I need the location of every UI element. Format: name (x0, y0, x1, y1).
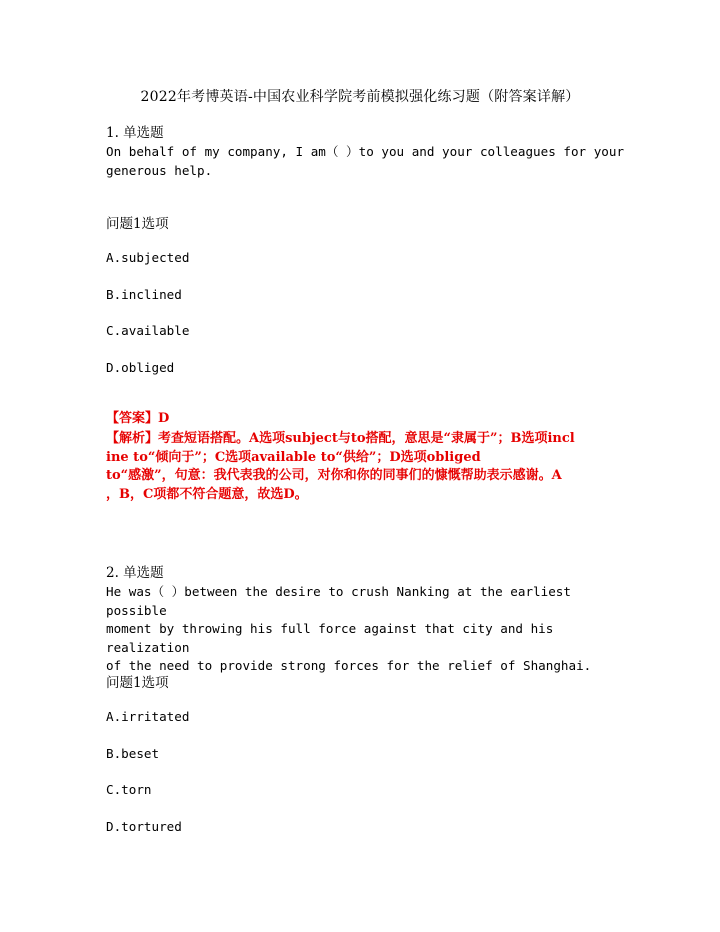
question-1-options-heading: 问题1选项 (106, 216, 169, 232)
question-1-option-c: C.available (106, 323, 190, 338)
question-2 (106, 561, 626, 676)
question-1 (106, 121, 626, 180)
question-1-option-b: B.inclined (106, 287, 182, 302)
question-2-option-a: A.irritated (106, 709, 190, 724)
question-1-option-a: A.subjected (106, 250, 190, 265)
question-1-analysis: 【解析】考查短语搭配。A选项subject与to搭配，意思是“隶属于”；B选项incl ine to“倾向于”；C选项available to“供给”；D选项obliged to“感激”，句意：我代表我的公司，对你和你的同事们的慷慨帮助表示感谢。A ，B，C项都不符合题意，故选D。 (106, 431, 575, 502)
document-title: 2022年考博英语-中国农业科学院考前模拟强化练习题（附答案详解） (140, 89, 580, 105)
question-2-option-d: D.tortured (106, 819, 182, 834)
question-2-option-c: C.torn (106, 782, 152, 797)
question-1-answer: 【答案】D (106, 411, 170, 426)
question-2-type: 2. 单选题 (106, 565, 164, 581)
question-2-options-heading: 问题1选项 (106, 675, 169, 691)
question-1-text: On behalf of my company, I am（ ）to you and your colleagues for your generous help. (106, 144, 625, 178)
question-1-type: 1. 单选题 (106, 125, 164, 141)
question-2-text: He was（ ）between the desire to crush Nanking at the earliest possible moment by throwing his full force against that city and his realization of the need to provide strong forces for the relief of Shanghai. (106, 584, 592, 673)
question-2-option-b: B.beset (106, 746, 160, 761)
question-1-option-d: D.obliged (106, 360, 175, 375)
